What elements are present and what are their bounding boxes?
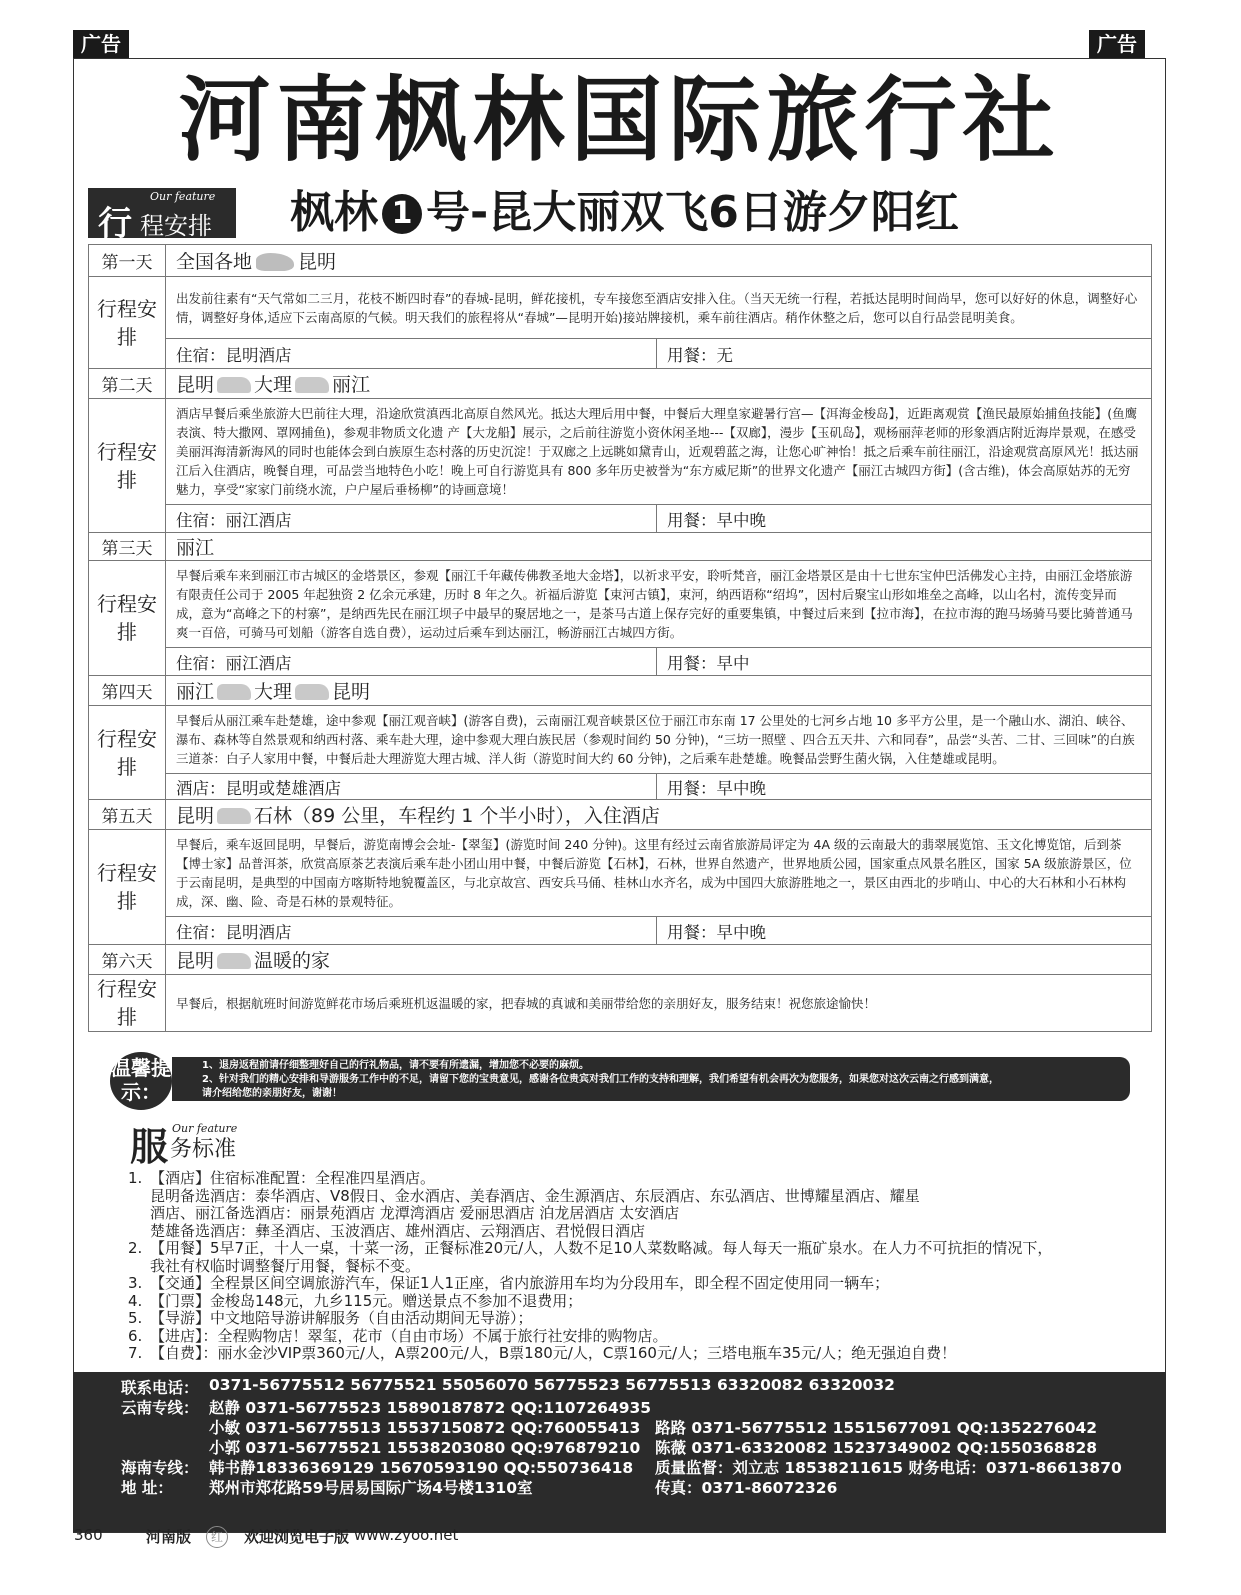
service-line xyxy=(128,1275,1128,1293)
car-icon xyxy=(217,808,251,824)
day-desc-row xyxy=(89,706,1152,774)
day-header-row xyxy=(89,945,1152,975)
service-number: 3. xyxy=(128,1274,143,1292)
schedule-label: 行程安排 xyxy=(89,561,166,676)
schedule-label: 行程安排 xyxy=(89,399,166,533)
car-icon xyxy=(217,684,251,700)
day-header-row xyxy=(89,533,1152,561)
schedule-label: 行程安排 xyxy=(89,975,166,1032)
day-description: 早餐后乘车来到丽江市古城区的金塔景区，参观【丽江千年藏传佛教圣地大金塔】，以祈求平安，聆听梵音，丽江金塔景区是由十七世东宝仲巴活佛发心主持，由丽江金塔旅游有限责任公司于 2005 年起独资 2 亿余元承建，历时 8 年之久。祈福后游览【束河古镇】，束河，纳西语称“绍坞”，因村后聚宝山形如堆垒之高峰，以山名村，流传变异而成，意为“高峰之下的村寨”，是纳西先民在丽江坝子中最早的聚居地之一，是茶马古道上保存完好的重要集镇，中餐过后来到【拉市海】，在拉市海的跑马场骑马要比骑普通马爽一百倍，可骑马可划船（游客自选自费），运动过后乘车到达丽江，畅游丽江古城四方街。 xyxy=(166,561,1152,648)
plane-icon xyxy=(256,253,294,271)
address-label: 地 址： xyxy=(121,1479,173,1497)
ad-label-left: 广告 xyxy=(73,30,129,58)
day-info-row xyxy=(89,917,1152,945)
service-text: 酒店、丽江备选酒店：丽景苑酒店 龙潭湾酒店 爱丽思酒店 泊龙居酒店 太安酒店 xyxy=(150,1204,680,1222)
tour-title-pre: 枫林 xyxy=(290,187,378,238)
day-route xyxy=(166,945,1152,975)
service-line xyxy=(128,1310,1128,1328)
meals: 用餐：早中晚 xyxy=(657,917,1152,945)
ad-label-right: 广告 xyxy=(1089,30,1145,58)
yunnan-contact: 赵静 0371-56775523 15890187872 QQ:1107264935 xyxy=(209,1399,652,1417)
yunnan-contact: 小郭 0371-56775521 15538203080 QQ:976879210 xyxy=(209,1439,641,1457)
day-header-row xyxy=(89,800,1152,830)
hainan-label: 海南专线： xyxy=(121,1459,199,1477)
meals: 用餐：无 xyxy=(657,339,1152,369)
service-line xyxy=(128,1188,1128,1206)
schedule-label: 行程安排 xyxy=(89,277,166,369)
route-stop: 大理 xyxy=(254,374,293,396)
day-desc-row xyxy=(89,975,1152,1032)
service-text: 【自费】：丽水金沙VIP票360元/人，A票200元/人，B票180元/人，C票160元/人；三塔电瓶车35元/人；绝无强迫自费！ xyxy=(150,1344,957,1362)
route-stop: 昆明 xyxy=(332,681,371,703)
service-number: 5. xyxy=(128,1309,143,1327)
service-line xyxy=(128,1240,1128,1258)
phone-label: 联系电话： xyxy=(121,1379,199,1397)
route-stop: 石林（89 公里，车程约 1 个半小时），入住酒店 xyxy=(254,805,660,827)
service-line xyxy=(128,1223,1128,1241)
service-text: 【进店】：全程购物店！翠玺，花市（自由市场）不属于旅行社安排的购物店。 xyxy=(150,1326,668,1345)
route-stop: 丽江 xyxy=(176,681,215,703)
day-route xyxy=(166,676,1152,706)
service-text: 【门票】金梭岛148元，九乡115元。赠送景点不参加不退费用； xyxy=(150,1291,583,1310)
service-text: 我社有权临时调整餐厅用餐，餐标不变。 xyxy=(150,1256,421,1275)
tip-line: 请介绍给您的亲朋好友，谢谢！ xyxy=(202,1088,342,1099)
service-number: 2. xyxy=(128,1239,143,1257)
phone-numbers: 0371-56775512 56775521 55056070 56775523 56775513 63320082 63320032 xyxy=(209,1376,895,1394)
day-desc-row xyxy=(89,561,1152,648)
day-route xyxy=(166,369,1152,399)
yunnan-contact: 陈薇 0371-63320082 15237349002 QQ:1550368828 xyxy=(655,1439,1098,1457)
day-desc-row xyxy=(89,830,1152,917)
route-stop: 昆明 xyxy=(176,805,215,827)
service-text: 楚雄备选酒店：彝圣酒店、玉波酒店、雄州酒店、云翔酒店、君悦假日酒店 xyxy=(150,1221,646,1240)
accommodation: 住宿：昆明酒店 xyxy=(166,339,657,369)
day-route xyxy=(166,245,1152,277)
yunnan-contact: 路路 0371-56775512 15515677091 QQ:1352276042 xyxy=(655,1419,1098,1437)
tip-line: 2、针对我们的精心安排和导游服务工作中的不足，请留下您的宝贵意见，感谢各位贵宾对我们工作的支持和理解，我们希望有机会再次为您服务，如果您对这次云南之行感到满意， xyxy=(202,1074,999,1085)
route-stop: 昆明 xyxy=(176,950,215,972)
day-label: 第一天 xyxy=(89,245,166,277)
day-info-row xyxy=(89,648,1152,676)
itinerary-badge-big: 行 xyxy=(98,204,132,244)
route-stop: 昆明 xyxy=(298,251,337,273)
service-line xyxy=(128,1258,1128,1276)
accommodation: 住宿：丽江酒店 xyxy=(166,648,657,676)
service-line xyxy=(128,1345,1128,1363)
route-stop: 昆明 xyxy=(176,374,215,396)
tips-bar xyxy=(172,1057,1130,1101)
service-indent xyxy=(128,1188,150,1206)
service-line xyxy=(128,1205,1128,1223)
accommodation: 住宿：丽江酒店 xyxy=(166,505,657,533)
service-indent xyxy=(128,1258,150,1276)
hainan-contact: 韩书静18336369129 15670593190 QQ:550736418 xyxy=(209,1459,634,1477)
website-link[interactable]: www.zyoo.net xyxy=(354,1526,459,1544)
day-description: 早餐后，乘车返回昆明，早餐后，游览南博会会址-【翠玺】(游览时间 240 分钟)。这里有经过云南省旅游局评定为 4A 级的云南最大的翡翠展览馆、玉文化博览馆，后到茶【博士家】品普洱茶，欣赏高原茶艺表演后乘车赴小团山用中餐，中餐后游览【石林】，石林，世界自然遗产，世界地质公园，国家重点风景名胜区，国家 5A 级旅游景区，位于云南昆明，是典型的中国南方喀斯特地貌覆盖区，与北京故宫、西安兵马俑、桂林山水齐名，成为中国四大旅游胜地之一，景区由西北的步哨山、中心的大石林和小石林构成，深、幽、险、奇是石林的景观特征。 xyxy=(166,830,1152,917)
route-stop: 全国各地 xyxy=(176,251,253,273)
schedule-label: 行程安排 xyxy=(89,706,166,800)
day-description: 早餐后从丽江乘车赴楚雄，途中参观【丽江观音峡】(游客自费)，云南丽江观音峡景区位于丽江市东南 17 公里处的七河乡占地 10 多平方公里，是一个融山水、湖泊、峡谷、瀑布、森林等自然景观和纳西村落、乘车赴大理，途中参观大理白族民居（参观时间约 50 分钟)，“三坊一照壁 、四合五天井、六和同春”，品尝“头苦、二甘、三回味”的白族三道茶：白子人家用中餐，中餐后赴大理游览大理古城、洋人街（游览时间大约 60 分钟)，之后乘车赴楚雄。晚餐品尝野生菌火锅，入住楚雄或昆明。 xyxy=(166,706,1152,774)
service-heading-rest: 务标准 xyxy=(170,1137,237,1162)
schedule-label: 行程安排 xyxy=(89,830,166,945)
tip-line: 1、退房返程前请仔细整理好自己的行礼物品，请不要有所遗漏，增加您不必要的麻烦。 xyxy=(202,1060,589,1071)
itinerary-table xyxy=(88,244,1152,1032)
service-heading-small: Our feature xyxy=(172,1122,238,1135)
service-line xyxy=(128,1328,1128,1346)
day-description: 酒店早餐后乘坐旅游大巴前往大理，沿途欣赏滇西北高原自然风光。抵达大理后用中餐，中餐后大理皇家避暑行宫—【洱海金梭岛】，近距离观赏【渔民最原始捕鱼技能】(鱼鹰表演、特大撒网、罩网捕鱼)，参观非物质文化遗 产【大龙船】展示，之后前往游览小资休闲圣地---【双廊】，漫步【玉矶岛】，观杨丽萍老师的形象酒店附近海岸景观，在感受美丽洱海清新海风的同时也能体会到白族原生态村落的历史沉淀！于双廊之上远眺如黛青山，近观碧蓝之海，让您心旷神怡！抵之后乘车前往丽江，沿途观赏高原风光！抵达丽江后入住酒店，晚餐自理，可品尝当地特色小吃！晚上可自行游览具有 800 多年历史被誉为“东方威尼斯”的世界文化遗产【丽江古城四方街】(含古维)，体会高原姑苏的无穷魅力，享受“家家门前绕水流，户户屋后垂杨柳”的诗画意境！ xyxy=(166,399,1152,505)
day-desc-row xyxy=(89,277,1152,339)
route-stop: 温暖的家 xyxy=(254,950,331,972)
day-header-row xyxy=(89,676,1152,706)
day-description: 早餐后，根据航班时间游览鲜花市场后乘班机返温暖的家，把春城的真诚和美丽带给您的亲朋好友，服务结束！祝您旅途愉快！ xyxy=(166,975,1152,1032)
edition-label: 河南版 xyxy=(146,1528,192,1546)
quality-finance: 质量监督：刘立志 18538211615 财务电话：0371-86613870 xyxy=(655,1459,1122,1477)
route-stop: 丽江 xyxy=(176,537,215,559)
car-icon xyxy=(217,377,251,393)
tour-number: 1 xyxy=(382,194,422,234)
tour-title xyxy=(290,176,959,240)
day-info-row xyxy=(89,339,1152,369)
meals: 用餐：早中晚 xyxy=(657,505,1152,533)
tour-title-post: 号-昆大丽双飞6日游夕阳红 xyxy=(426,187,959,238)
tips-badge: 温馨提示： xyxy=(110,1052,172,1110)
day-header-row xyxy=(89,245,1152,277)
itinerary-badge-small: Our feature xyxy=(150,190,216,203)
service-number: 6. xyxy=(128,1326,143,1345)
route-stop: 大理 xyxy=(254,681,293,703)
service-text: 【导游】中文地陪导游讲解服务（自由活动期间无导游）； xyxy=(150,1309,533,1327)
car-icon xyxy=(295,684,329,700)
day-desc-row xyxy=(89,399,1152,505)
day-header-row xyxy=(89,369,1152,399)
yunnan-label: 云南专线： xyxy=(121,1399,199,1417)
accommodation: 住宿：昆明酒店 xyxy=(166,917,657,945)
meals: 用餐：早中 xyxy=(657,648,1152,676)
service-indent xyxy=(128,1223,150,1241)
service-line xyxy=(128,1293,1128,1311)
meals: 用餐：早中晚 xyxy=(657,774,1152,800)
service-text: 【交通】全程景区间空调旅游汽车，保证1人1正座，省内旅游用车均为分段用车，即全程不固定使用同一辆车； xyxy=(150,1274,890,1292)
service-text: 【用餐】5早7正，十人一桌，十菜一汤，正餐标准20元/人，人数不足10人菜数略减。每人每天一瓶矿泉水。在人力不可抗拒的情况下， xyxy=(150,1239,1053,1257)
address: 郑州市郑花路59号居易国际广场4号楼1310室 xyxy=(209,1479,533,1497)
service-text: 昆明备选酒店：泰华酒店、V8假日、金水酒店、美春酒店、金生源酒店、东辰酒店、东弘酒店、世博耀星酒店、耀星 xyxy=(150,1186,920,1205)
service-text: 【酒店】住宿标准配置：全程准四星酒店。 xyxy=(150,1169,436,1187)
welcome-text: 欢迎浏览电子版 xyxy=(244,1528,350,1546)
car-icon xyxy=(217,953,251,969)
service-list xyxy=(128,1170,1128,1363)
page-number: 360 xyxy=(74,1526,103,1544)
service-number: 1. xyxy=(128,1169,143,1187)
accommodation: 酒店：昆明或楚雄酒店 xyxy=(166,774,657,800)
footer-logo-wrap xyxy=(206,1526,228,1548)
yunnan-contact: 小敏 0371-56775513 15537150872 QQ:760055413 xyxy=(209,1419,641,1437)
service-number: 7. xyxy=(128,1344,143,1362)
day-route xyxy=(166,800,1152,830)
day-label: 第五天 xyxy=(89,800,166,830)
itinerary-badge-rest: 程安排 xyxy=(140,212,212,240)
day-label: 第三天 xyxy=(89,533,166,561)
day-label: 第四天 xyxy=(89,676,166,706)
day-route xyxy=(166,533,1152,561)
day-info-row xyxy=(89,505,1152,533)
service-line xyxy=(128,1170,1128,1188)
service-heading-big: 服 xyxy=(130,1124,169,1169)
day-label: 第六天 xyxy=(89,945,166,975)
fax: 传真：0371-86072326 xyxy=(655,1479,838,1497)
day-label: 第二天 xyxy=(89,369,166,399)
publication-logo-icon: 红 xyxy=(206,1526,228,1548)
itinerary-badge xyxy=(88,188,236,244)
agency-name: 河南枫林国际旅行社 xyxy=(178,67,1061,174)
car-icon xyxy=(295,377,329,393)
service-number: 4. xyxy=(128,1291,143,1310)
contact-panel xyxy=(73,1372,1166,1532)
route-stop: 丽江 xyxy=(332,374,371,396)
service-indent xyxy=(128,1205,150,1223)
day-description: 出发前往素有“天气常如二三月，花枝不断四时春”的春城-昆明，鲜花接机，专车接您至酒店安排入住。（当天无统一行程，若抵达昆明时间尚早，您可以好好的休息，调整好心情，调整好身体,适应下云南高原的气候。明天我们的旅程将从“春城”—昆明开始)接站牌接机，乘车前往酒店。稍作休整之后，您可以自行品尝昆明美食。 xyxy=(166,277,1152,339)
day-info-row xyxy=(89,774,1152,800)
